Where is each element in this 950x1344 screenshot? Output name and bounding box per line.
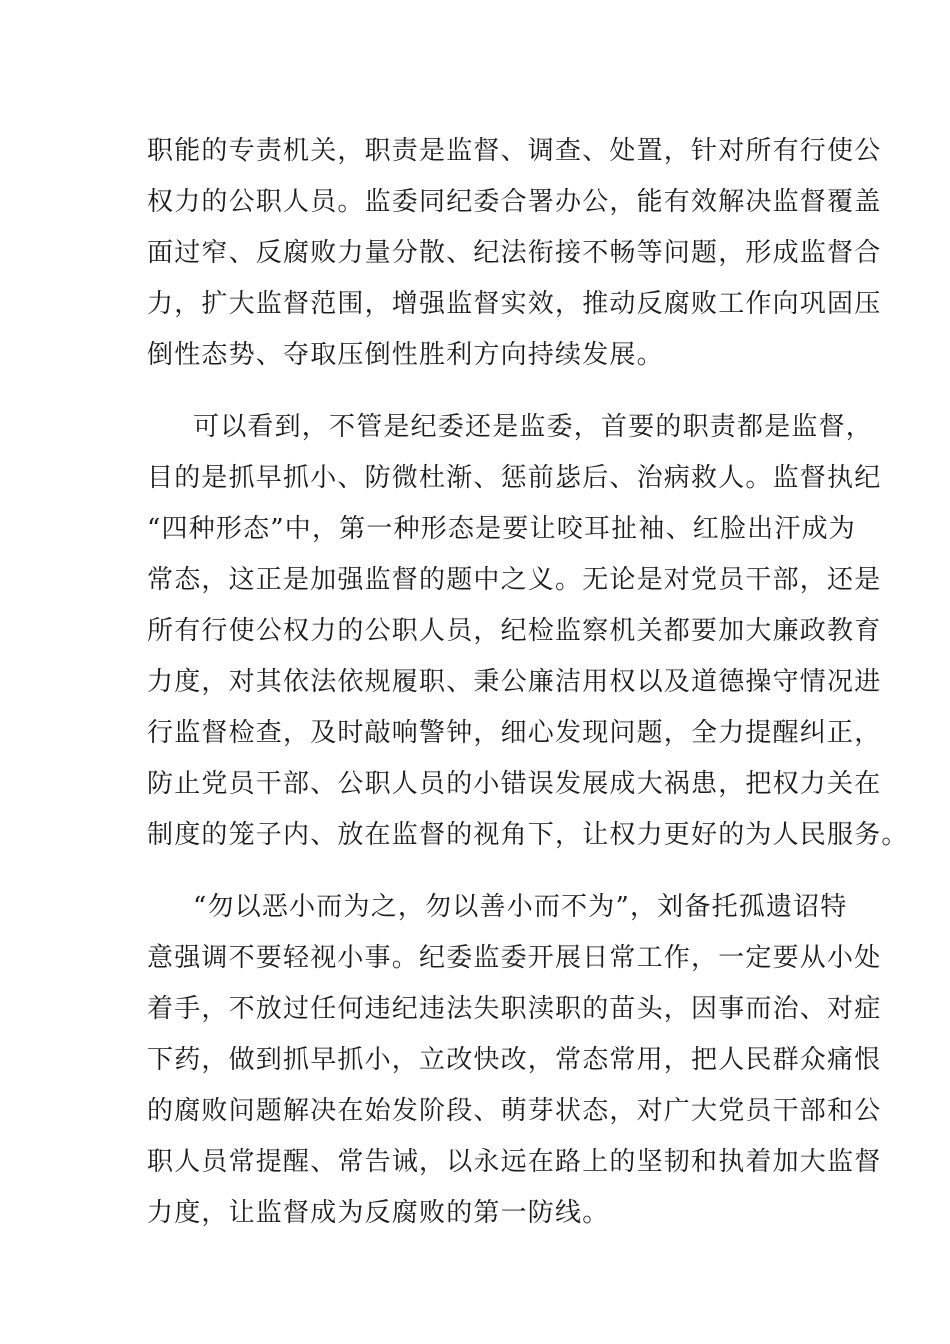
text-line: “勿以恶小而为之，勿以善小而不为”，刘备托孤遗诏特 (193, 892, 848, 922)
text-line: 力度，对其依法依规履职、秉公廉洁用权以及道德操守情况进 (147, 667, 882, 697)
text-line: 力，扩大监督范围，增强监督实效，推动反腐败工作向巩固压 (147, 289, 882, 319)
text-line: 职能的专责机关，职责是监督、调查、处置，针对所有行使公 (147, 136, 882, 166)
text-line: 面过窄、反腐败力量分散、纪法衔接不畅等问题，形成监督合 (147, 238, 882, 268)
text-line: 行监督检查，及时敲响警钟，细心发现问题，全力提醒纠正， (147, 718, 882, 748)
text-line: 常态，这正是加强监督的题中之义。无论是对党员干部，还是 (147, 565, 882, 595)
text-line: 着手，不放过任何违纪违法失职渎职的苗头，因事而治、对症 (147, 994, 882, 1024)
text-line: 目的是抓早抓小、防微杜渐、惩前毖后、治病救人。监督执纪 (147, 463, 882, 493)
text-line: 权力的公职人员。监委同纪委合署办公，能有效解决监督覆盖 (147, 187, 882, 217)
text-line: 倒性态势、夺取压倒性胜利方向持续发展。 (147, 340, 664, 370)
text-line: 下药，做到抓早抓小，立改快改，常态常用，把人民群众痛恨 (147, 1045, 882, 1075)
text-line: 防止党员干部、公职人员的小错误发展成大祸患，把权力关在 (147, 769, 882, 799)
text-line: 可以看到，不管是纪委还是监委，首要的职责都是监督， (193, 412, 874, 442)
text-line: “四种形态”中，第一种形态是要让咬耳扯袖、红脸出汗成为 (147, 514, 856, 544)
text-line: 力度，让监督成为反腐败的第一防线。 (147, 1198, 610, 1228)
text-line: 职人员常提醒、常告诫，以永远在路上的坚韧和执着加大监督 (147, 1147, 882, 1177)
text-line: 制度的笼子内、放在监督的视角下，让权力更好的为人民服务。 (147, 820, 909, 850)
text-line: 意强调不要轻视小事。纪委监委开展日常工作，一定要从小处 (147, 943, 882, 973)
text-line: 所有行使公权力的公职人员，纪检监察机关都要加大廉政教育 (147, 616, 882, 646)
text-line: 的腐败问题解决在始发阶段、萌芽状态，对广大党员干部和公 (147, 1096, 882, 1126)
